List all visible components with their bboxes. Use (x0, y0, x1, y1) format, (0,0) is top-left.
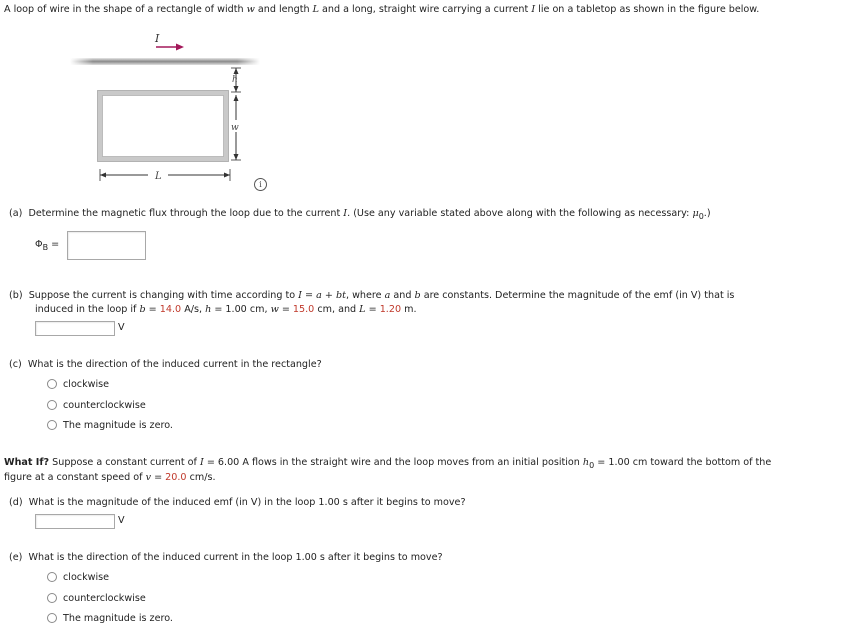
part-e-question: (e) What is the direction of the induced current in the loop 1.00 s after it begins to move? (9, 552, 443, 563)
L-value: 1.20 (379, 304, 402, 315)
v-value: 20.0 (165, 472, 187, 483)
what-if-line2: figure at a constant speed of v = 20.0 cm/s. (4, 472, 216, 483)
emf-moving-answer-input[interactable] (35, 514, 115, 529)
current-arrow-head (176, 44, 184, 51)
part-c-radio-clockwise[interactable] (47, 379, 57, 389)
part-c-option-clockwise[interactable]: clockwise (63, 379, 110, 390)
w-value: 15.0 (292, 304, 315, 315)
part-a-label: (a) (9, 208, 23, 219)
part-b-label: (b) (9, 290, 23, 301)
part-e-option-zero[interactable]: The magnitude is zero. (63, 613, 173, 624)
part-a-question: (a) Determine the magnetic flux through the loop due to the current I. (Use any variable stated above along with the following as necessary: $\mu_0$.) (9, 208, 711, 221)
flux-answer-input[interactable] (67, 231, 146, 260)
part-c-option-zero[interactable]: The magnitude is zero. (63, 420, 173, 431)
emf-moving-unit-label: V (118, 515, 125, 526)
b-value: 14.0 (159, 304, 182, 315)
part-c-question: (c) What is the direction of the induced current in the rectangle? (9, 359, 322, 370)
part-e-option-clockwise[interactable]: clockwise (63, 572, 110, 583)
part-e-option-counterclockwise[interactable]: counterclockwise (63, 593, 146, 604)
wire-loop (100, 93, 226, 159)
what-if-line1: What If? Suppose a constant current of I = 6.00 A flows in the straight wire and the loop moves from an initial position $h_0 = 1.00$ cm toward the bottom of the (4, 457, 772, 470)
part-c-label: (c) (9, 359, 22, 370)
part-b-question-line2: induced in the loop if b = 14.0 A/s, h = 1.00 cm, w = 15.0 cm, and L = 1.20 m. (35, 304, 417, 315)
part-d-label: (d) (9, 497, 23, 508)
part-e-label: (e) (9, 552, 23, 563)
L-label: L (155, 171, 162, 182)
info-icon[interactable]: i (254, 178, 267, 191)
part-e-radio-zero[interactable] (47, 613, 57, 623)
what-if-heading: What If? (4, 457, 50, 468)
part-c-radio-counterclockwise[interactable] (47, 400, 57, 410)
part-b-question-line1: (b) Suppose the current is changing with time according to I = a + bt, where a and b are constants. Determine the magnitude of the emf (in V) that is (9, 290, 735, 301)
flux-symbol: $\Phi_B$ = (35, 239, 60, 252)
emf-unit-label: V (118, 322, 125, 333)
part-e-radio-clockwise[interactable] (47, 572, 57, 582)
part-c-option-counterclockwise[interactable]: counterclockwise (63, 400, 146, 411)
w-label: w (231, 123, 239, 133)
wire-loop-figure (0, 0, 300, 200)
part-d-question: (d) What is the magnitude of the induced emf (in V) in the loop 1.00 s after it begins to move? (9, 497, 466, 508)
part-c-radio-zero[interactable] (47, 420, 57, 430)
part-e-radio-counterclockwise[interactable] (47, 593, 57, 603)
current-label: I (155, 32, 160, 45)
intro-text: A loop of wire in the shape of a rectangle of width w and length L and a long, straight wire carrying a current I lie on a tabletop as shown in the figure below. (4, 4, 760, 15)
emf-answer-input[interactable] (35, 321, 115, 336)
h-label: h (232, 75, 238, 85)
